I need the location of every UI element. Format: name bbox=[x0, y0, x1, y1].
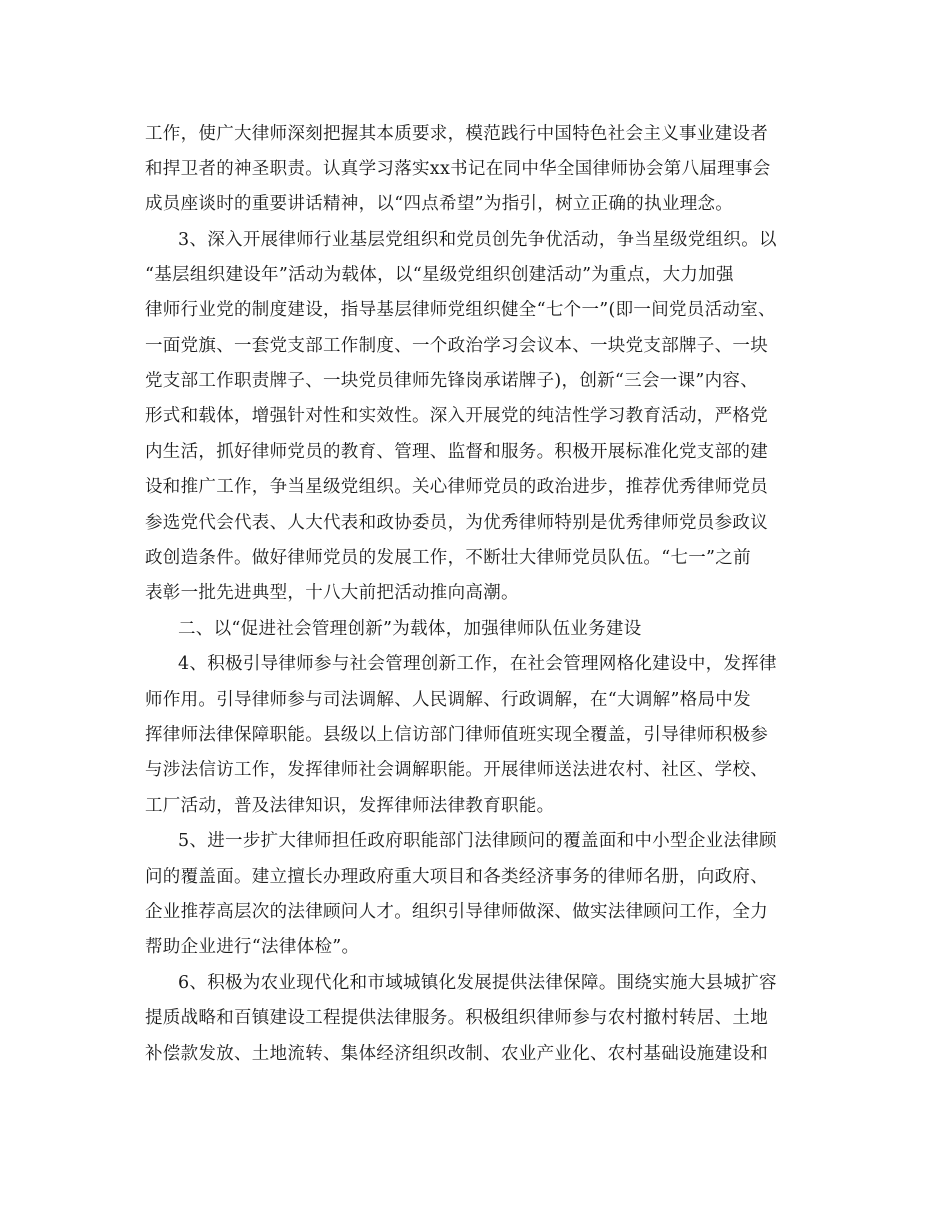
body-text-line: 帮助企业进行“法律体检”。 bbox=[145, 937, 360, 957]
body-text-line: 内生活，抓好律师党员的教育、管理、监督和服务。积极开展标准化党支部的建 bbox=[145, 442, 768, 462]
body-text-line: 师作用。引导律师参与司法调解、人民调解、行政调解，在“大调解”格局中发 bbox=[145, 690, 751, 710]
paragraph-start-line: 6、积极为农业现代化和市域城镇化发展提供法律保障。围绕实施大县城扩容 bbox=[178, 973, 777, 993]
paragraph-start-line: 5、进一步扩大律师担任政府职能部门法律顾问的覆盖面和中小型企业法律顾 bbox=[178, 831, 777, 851]
body-text-line: 补偿款发放、土地流转、集体经济组织改制、农业产业化、农村基础设施建设和 bbox=[145, 1044, 768, 1064]
body-text-line: 参选党代会代表、人大代表和政协委员，为优秀律师特别是优秀律师党员参政议 bbox=[145, 513, 768, 533]
body-text-line: 工作，使广大律师深刻把握其本质要求，模范践行中国特色社会主义事业建设者 bbox=[145, 124, 768, 144]
body-text-line: 提质战略和百镇建设工程提供法律服务。积极组织律师参与农村撤村转居、土地 bbox=[145, 1008, 768, 1028]
body-text-line: 成员座谈时的重要讲话精神，以“四点希望”为指引，树立正确的执业理念。 bbox=[145, 194, 734, 214]
body-text-line: 设和推广工作，争当星级党组织。关心律师党员的政治进步，推荐优秀律师党员 bbox=[145, 477, 768, 497]
body-text-line: 律师行业党的制度建设，指导基层律师党组织健全“七个一”(即一间党员活动室、 bbox=[145, 300, 776, 320]
body-text-line: 和捍卫者的神圣职责。认真学习落实xx书记在同中华全国律师协会第八届理事会 bbox=[145, 159, 771, 179]
body-text-line: 形式和载体，增强针对性和实效性。深入开展党的纯洁性学习教育活动，严格党 bbox=[145, 406, 768, 426]
body-text-line: “基层组织建设年”活动为载体，以“星级党组织创建活动”为重点，大力加强 bbox=[145, 265, 734, 285]
paragraph-start-line: 3、深入开展律师行业基层党组织和党员创先争优活动，争当星级党组织。以 bbox=[178, 230, 777, 250]
body-text-line: 工厂活动，普及法律知识，发挥律师法律教育职能。 bbox=[145, 796, 555, 816]
body-text-line: 挥律师法律保障职能。县级以上信访部门律师值班实现全覆盖，引导律师积极参 bbox=[145, 725, 768, 745]
body-text-line: 党支部工作职责牌子、一块党员律师先锋岗承诺牌子)，创新“三会一课”内容、 bbox=[145, 371, 759, 391]
body-text-line: 一面党旗、一套党支部工作制度、一个政治学习会议本、一块党支部牌子、一块 bbox=[145, 336, 768, 356]
body-text-line: 问的覆盖面。建立擅长办理政府重大项目和各类经济事务的律师名册，向政府、 bbox=[145, 867, 768, 887]
paragraph-start-line: 4、积极引导律师参与社会管理创新工作，在社会管理网格化建设中，发挥律 bbox=[178, 654, 777, 674]
body-text-line: 政创造条件。做好律师党员的发展工作，不断壮大律师党员队伍。“七一”之前 bbox=[145, 548, 751, 568]
body-text-line: 与涉法信访工作，发挥律师社会调解职能。开展律师送法进农村、社区、学校、 bbox=[145, 760, 768, 780]
body-text-line: 表彰一批先进典型，十八大前把活动推向高潮。 bbox=[145, 583, 519, 603]
body-text-line: 企业推荐高层次的法律顾问人才。组织引导律师做深、做实法律顾问工作，全力 bbox=[145, 902, 768, 922]
section-heading: 二、以“促进社会管理创新”为载体，加强律师队伍业务建设 bbox=[178, 619, 642, 639]
